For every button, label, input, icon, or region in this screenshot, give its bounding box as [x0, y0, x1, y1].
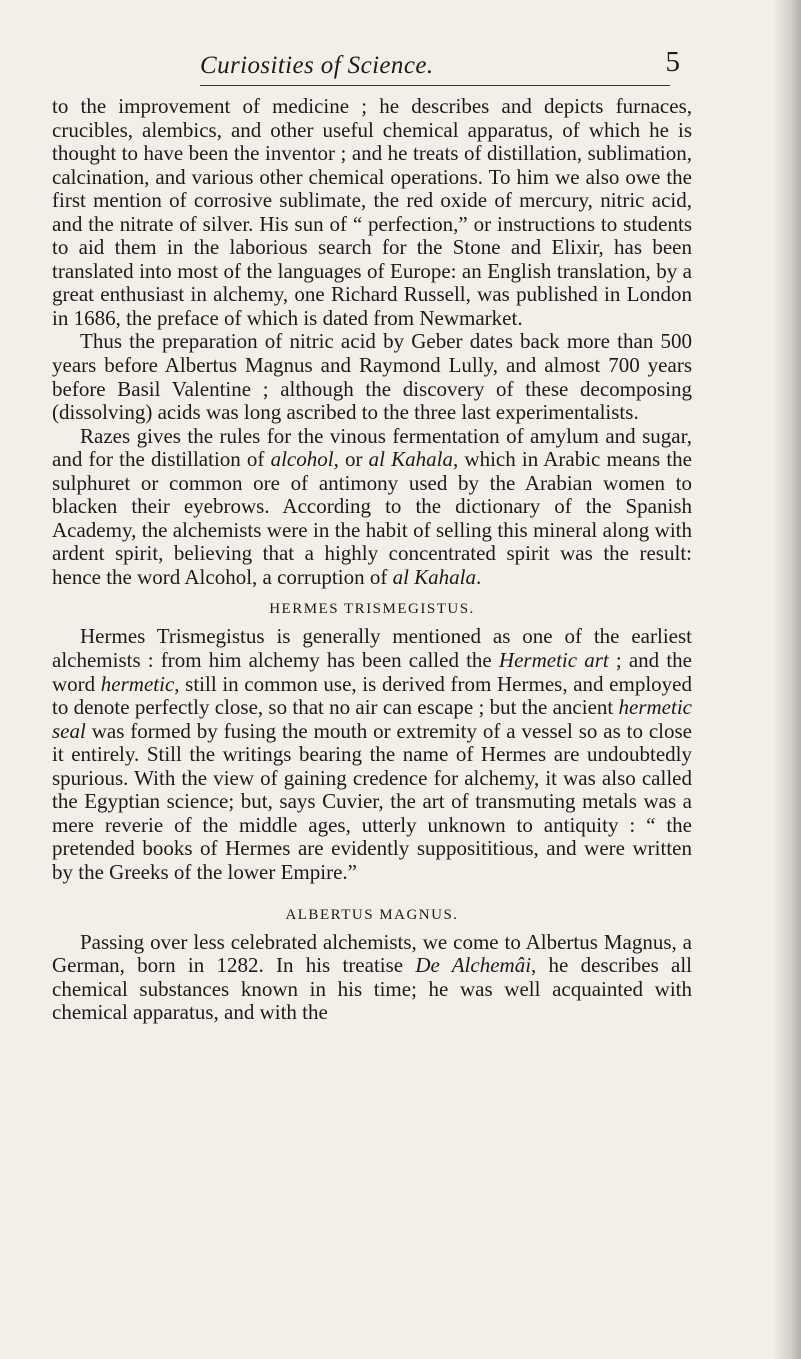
text-run: . [476, 564, 482, 589]
text-run: was formed by fusing the mouth or extremity of a vessel so as to close it entirely. Still the writings bearing the name of Hermes are undoubtedly spurious. With the view of gaining credence for alchemy, it was also called the Egyptian science; but, says Cuvier, the art of transmuting metals was a mere reverie of the middle ages, utterly unknown to antiquity : “ the pretended books of Hermes are evidently supposititious, and were written by the Greeks of the lower Empire.” [52, 718, 692, 884]
paragraph-albertus [52, 931, 692, 1025]
header-rule [200, 85, 670, 86]
term-al-kahala-end: al Kahala [392, 564, 477, 589]
term-hermetic: hermetic [100, 671, 175, 696]
text-run: Hermes Trismegistus is generally mentioned as one of the earliest alchemists : from him alchemy has been called the [52, 624, 692, 673]
text-run: , or [333, 447, 369, 472]
paragraph-nitric-acid: Thus the preparation of nitric acid by Geber dates back more than 500 years before Albertus Magnus and Raymond Lully, and almost 700 years before Basil Valentine ; although the discovery of these decomposing (dissolving) acids was long ascribed to the three last experimentalists. [52, 329, 692, 425]
text-run: , he describes all chemical substances known in his time; he was well acquainted with chemical apparatus, and with the [52, 953, 693, 1025]
text-run: , which in Arabic means the sulphuret or common ore of antimony used by the Arabian women to blacken their eyebrows. According to the dictionary of the Spanish Academy, the alchemists were in the habit of selling this mineral along with ardent spirit, believing that a highly concentrated spirit was the result: hence the word Alcohol, a corruption of [52, 447, 692, 589]
section-heading-albertus: ALBERTUS MAGNUS. [285, 906, 459, 923]
page-edge-shadow [773, 0, 801, 1359]
section-heading-hermes: HERMES TRISMEGISTUS. [269, 601, 475, 618]
page-body [52, 95, 692, 1025]
term-alcohol: alcohol [270, 447, 334, 472]
text-run: , still in common use, is derived from Hermes, and employed to denote perfectly close, so that no air can escape ; but the ancient [52, 671, 692, 720]
treatise-title: De Alchemâi [415, 953, 532, 978]
term-hermetic-art: Hermetic art [498, 648, 609, 673]
text-run: Razes gives the rules for the vinous fermentation of amylum and sugar, and for the distillation of [52, 423, 692, 472]
term-hermetic-seal: hermetic seal [52, 695, 692, 743]
paragraph-hermes [52, 625, 692, 884]
term-al-kahala: al Kahala [368, 447, 454, 472]
page-number: 5 [665, 46, 680, 78]
paragraph-medicine: to the improvement of medicine ; he describes and depicts furnaces, crucibles, alembics, and other useful chemical apparatus, of which he is thought to have been the inventor ; and he treats of distillation, sublimation, calcination, and various other chemical operations. To him we also owe the first mention of corrosive sublimate, the red oxide of mercury, nitric acid, and the nitrate of silver. His sun of “ perfection,” or instructions to students to aid them in the laborious search for the Stone and Elixir, has been translated into most of the languages of Europe: an English translation, by a great enthusiast in alchemy, one Richard Russell, was published in London in 1686, the preface of which is dated from Newmarket. [52, 94, 692, 330]
running-head: Curiosities of Science. [200, 52, 434, 79]
text-run: Passing over less celebrated alchemists, we come to Albertus Magnus, a German, born in 1282. In his treatise [52, 929, 692, 978]
page-header [200, 46, 680, 92]
text-run: ; and the word [52, 648, 692, 696]
paragraph-razes [52, 425, 692, 590]
